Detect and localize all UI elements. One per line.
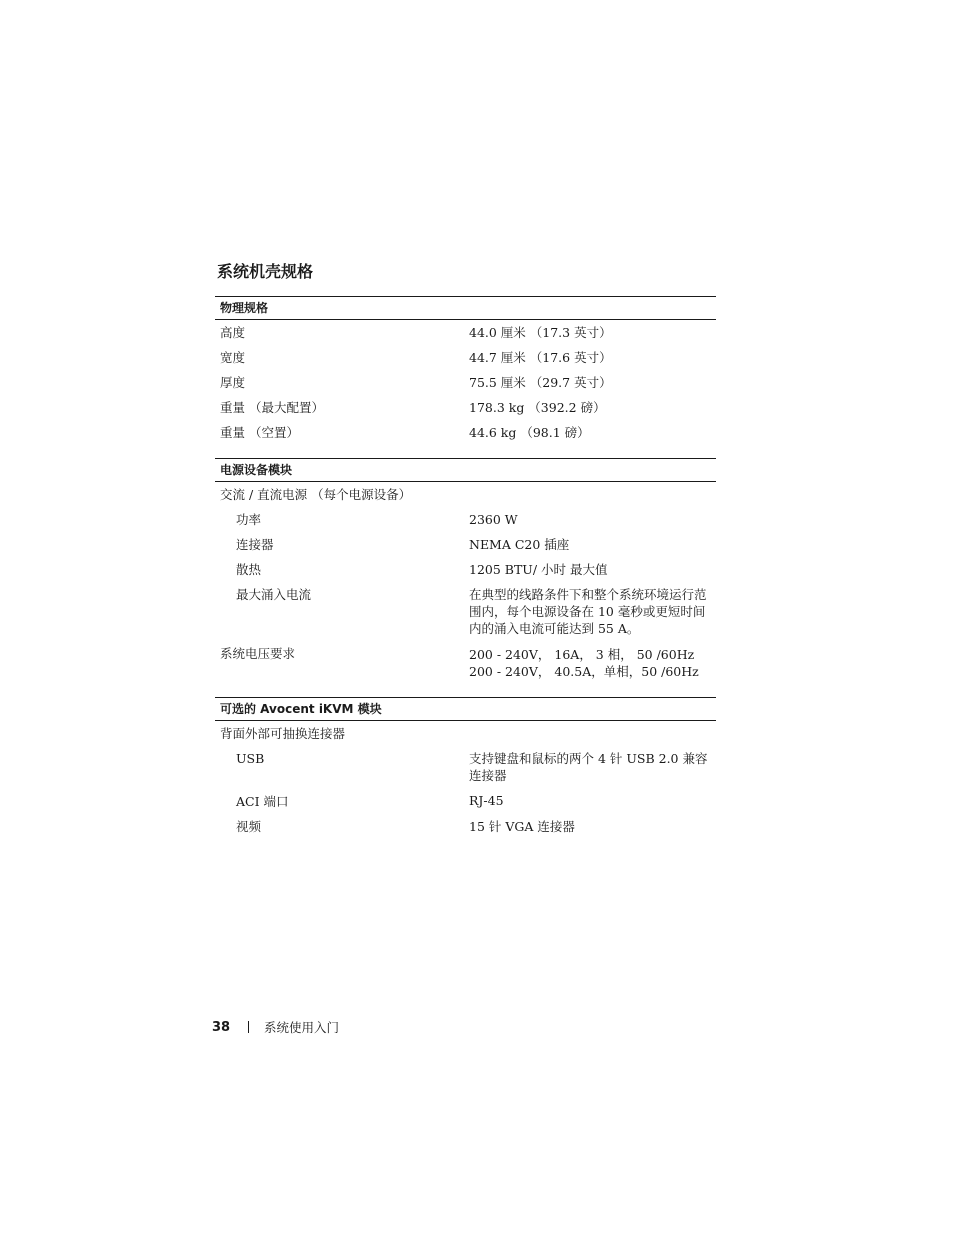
section-header-label: 物理规格 (220, 301, 269, 315)
row-label-height: 高度 (220, 325, 246, 340)
row-label-connector: 连接器 (236, 537, 274, 552)
row-label-video: 视频 (236, 819, 262, 834)
footer-section-name: 系统使用入门 (264, 1020, 340, 1035)
power-group-label: 交流 / 直流电源 （每个电源设备） (220, 487, 412, 502)
page-number: 38 (212, 1020, 231, 1035)
row-label-depth: 厚度 (220, 375, 246, 390)
footer-divider (248, 1021, 249, 1033)
row-value-voltage-1: 200 - 240V， 16A， 3 相， 50 /60Hz (469, 647, 695, 662)
section-header-physical (215, 296, 716, 320)
row-label-heat: 散热 (236, 562, 262, 577)
row-value-inrush: 在典型的线路条件下和整个系统环境运行范围内，每个电源设备在 10 毫秒或更短时间内的涌入电流可能达到 55 A。 (469, 587, 707, 636)
section-header-label: 可选的 Avocent iKVM 模块 (220, 702, 382, 716)
ikvm-group-label: 背面外部可抽换连接器 (220, 726, 346, 741)
row-value-width: 44.7 厘米 （17.6 英寸） (469, 350, 612, 365)
section-header-power (215, 458, 716, 482)
page-title: 系统机壳规格 (217, 262, 314, 281)
row-value-video: 15 针 VGA 连接器 (469, 819, 575, 834)
row-value-heat: 1205 BTU/ 小时 最大值 (469, 562, 608, 577)
row-label-aci: ACI 端口 (236, 794, 289, 809)
row-label-voltage: 系统电压要求 (220, 646, 296, 661)
row-value-voltage-2: 200 - 240V， 40.5A，单相，50 /60Hz (469, 664, 699, 679)
row-label-inrush: 最大涌入电流 (236, 587, 312, 602)
row-value-weight-max: 178.3 kg （392.2 磅） (469, 400, 606, 415)
section-header-ikvm (215, 697, 716, 721)
section-header-label: 电源设备模块 (220, 463, 293, 477)
row-value-usb: 支持键盘和鼠标的两个 4 针 USB 2.0 兼容连接器 (469, 751, 708, 783)
row-value-connector: NEMA C20 插座 (469, 537, 570, 552)
row-value-wattage: 2360 W (469, 512, 518, 527)
row-label-wattage: 功率 (236, 512, 262, 527)
row-label-weight-empty: 重量 （空置） (220, 425, 299, 440)
row-label-usb: USB (236, 751, 265, 766)
row-value-aci: RJ-45 (469, 793, 504, 808)
row-value-weight-empty: 44.6 kg （98.1 磅） (469, 425, 590, 440)
row-value-depth: 75.5 厘米 （29.7 英寸） (469, 375, 612, 390)
row-value-height: 44.0 厘米 （17.3 英寸） (469, 325, 612, 340)
row-label-weight-max: 重量 （最大配置） (220, 400, 324, 415)
row-label-width: 宽度 (220, 350, 246, 365)
